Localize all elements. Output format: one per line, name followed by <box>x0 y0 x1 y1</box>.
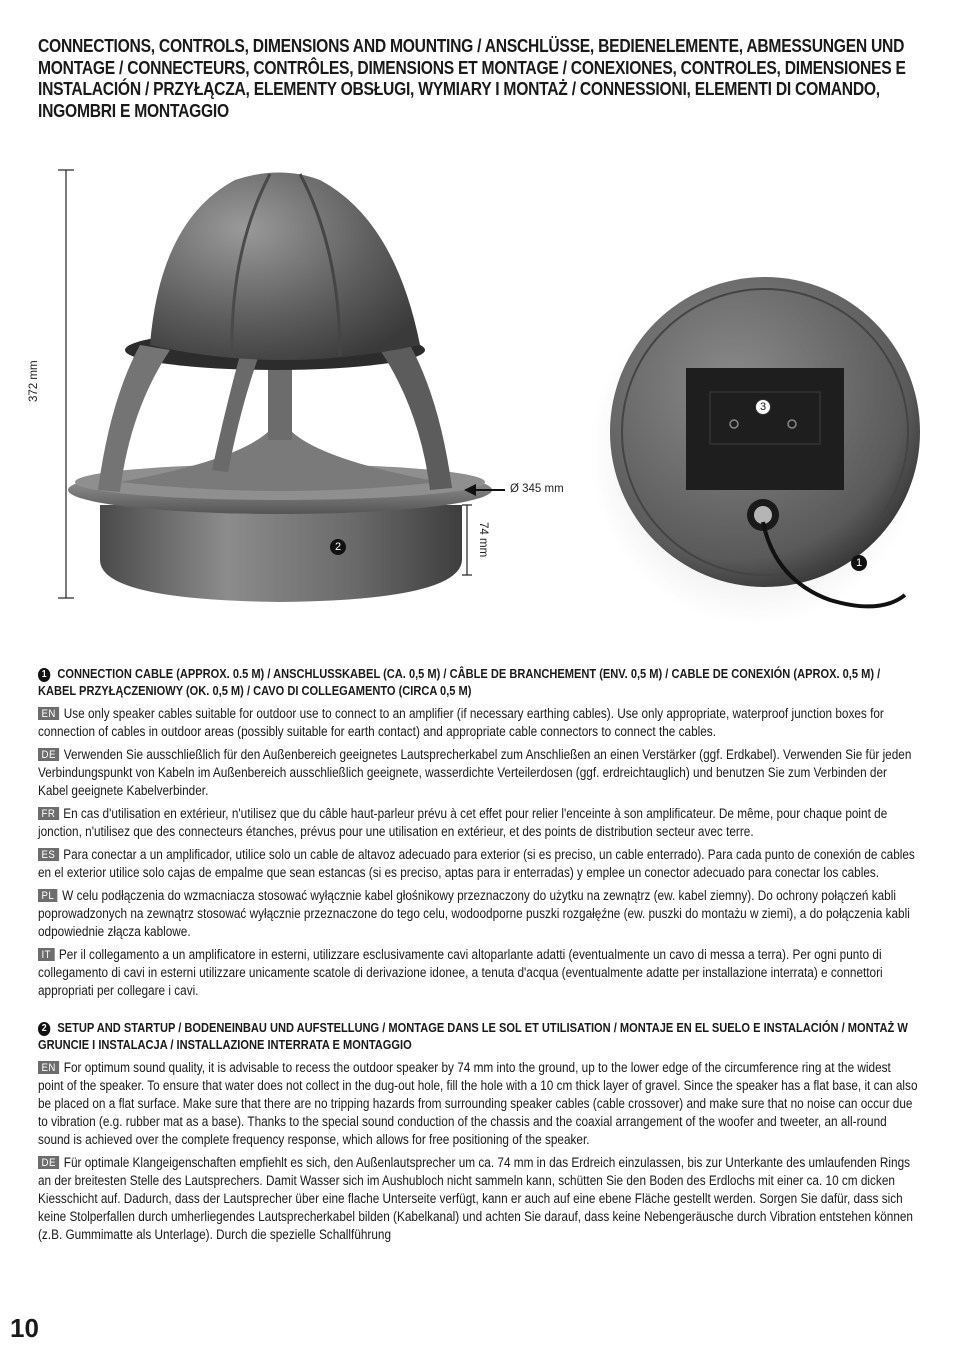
paragraph-en <box>38 705 918 741</box>
instructions <box>38 666 918 1264</box>
language-badge: PL <box>38 889 58 902</box>
section-heading <box>38 666 918 700</box>
marker-1: 1 <box>851 555 867 571</box>
paragraph-de <box>38 1154 918 1244</box>
language-badge: ES <box>38 848 59 861</box>
paragraph-text: En cas d'utilisation en extérieur, n'utilisez que du câble haut-parleur prévu à cet effet pour relier l'enceinte à son amplificateur. De même, pour chaque point de jonction, n'utilisez que des connecteurs étanches, prévus pour une utilisation en extérieur, et des points de distribution secteur avec terre. <box>38 806 888 839</box>
section-number-badge: 2 <box>38 1022 50 1036</box>
product-figure <box>0 160 954 640</box>
section-setup-startup <box>38 1020 918 1244</box>
page-title: CONNECTIONS, CONTROLS, DIMENSIONS AND MOUNTING / ANSCHLÜSSE, BEDIENELEMENTE, ABMESSUNGEN UND MONTAGE / CONNECTEURS, CONTRÔLES, DIMENSIONS ET MONTAGE / CONEXIONES, CONTROLES, DIMENSIONES E INSTALACIÓN / PRZYŁĄCZA, ELEMENTY OBSŁUGI, WYMIARY I MONTAŻ / CONNESSIONI, ELEMENTI DI COMANDO, INGOMBRI E MONTAGGIO <box>38 36 906 121</box>
paragraph-it <box>38 946 918 1000</box>
language-badge: IT <box>38 948 55 961</box>
section-heading <box>38 1020 918 1054</box>
paragraph-text: Use only speaker cables suitable for outdoor use to connect to an amplifier (if necessary earthing cables). Use only appropriate, waterproof junction boxes for connection of cables in outdoor areas (possibly suitable for earth contact) and appropriate cable connectors to connect the cables. <box>38 706 884 739</box>
paragraph-de <box>38 746 918 800</box>
paragraph-text: Per il collegamento a un amplificatore in esterni, utilizzare esclusivamente cavi altoparlante adatti (eventualmente un cavo di messa a terra). Per ogni punto di collegamento di cavi in esterni utilizzare unicamente scatole di derivazione idonee, a tenuta d'acqua (eventualmente adatte per installazione interrata) e connettori appropriati per collegare i cavi. <box>38 947 883 998</box>
section-connection-cable <box>38 666 918 1000</box>
paragraph-es <box>38 846 918 882</box>
paragraph-text: Verwenden Sie ausschließlich für den Außenbereich geeignetes Lautsprecherkabel zum Anschließen an einen Verstärker (ggf. Erdkabel). Verwenden Sie für jeden Verbindungspunkt von Kabeln im Außenbereich ausschließlich geeignete, wasserdichte Verteilerdosen (ggf. erdreichtauglich) und benutzen Sie zum Verbinden der Kabel geeignete Kabelverbinder. <box>38 747 912 798</box>
page-number: 10 <box>10 1313 39 1343</box>
section-number-badge: 1 <box>38 668 50 682</box>
language-badge: DE <box>38 748 59 761</box>
paragraph-text: Para conectar a un amplificador, utilice solo un cable de altavoz adecuado para exterior (si es preciso, un cable enterrado). Para cada punto de conexión de cables en el exterior utilice solo cajas de empalme que sean estancas (si es preciso, aptas para ir enterradas) y emplee un conector adecuado para conectar los cables. <box>38 847 915 880</box>
paragraph-fr <box>38 805 918 841</box>
height-dimension-label: 372 mm <box>28 360 40 402</box>
language-badge: DE <box>38 1156 59 1169</box>
section-heading-text: CONNECTION CABLE (APPROX. 0.5 M) / ANSCHLUSSKABEL (CA. 0,5 M) / CÂBLE DE BRANCHEMENT (ENV. 0,5 M) / CABLE DE CONEXIÓN (APROX. 0,5 M) / KABEL PRZYŁĄCZENIOWY (OK. 0,5 M) / CAVO DI COLLEGAMENTO (CIRCA 0,5 M) <box>38 667 881 698</box>
section-heading-text: SETUP AND STARTUP / BODENEINBAU UND AUFSTELLUNG / MONTAGE DANS LE SOL ET UTILISATION / MONTAJE EN EL SUELO E INSTALACIÓN / MONTAŻ W GRUNCIE I INSTALACJA / INSTALLAZIONE INTERRATA E MONTAGGIO <box>38 1021 908 1052</box>
paragraph-en <box>38 1059 918 1149</box>
marker-2: 2 <box>330 539 346 555</box>
speaker-illustration <box>0 160 954 640</box>
diameter-dimension-label: Ø 345 mm <box>510 483 564 495</box>
paragraph-text: For optimum sound quality, it is advisable to recess the outdoor speaker by 74 mm into the ground, up to the lower edge of the circumference ring at the widest point of the speaker. To ensure that water does not collect in the dug-out hole, fill the hole with a 10 cm thick layer of gravel. Since the speaker has a flat base, it can also be placed on a flat surface. Make sure that there are no tripping hazards from surrounding speaker cables (cable crossover) and make sure that no noise can occur due to vibration (e.g. rubber mat as a base). Thanks to the special sound conduction of the chassis and the coaxial arrangement of the woofer and tweeter, an all-round sound is achieved over the complete frequency response, which allows for free positioning of the speaker. <box>38 1060 918 1147</box>
paragraph-pl <box>38 887 918 941</box>
paragraph-text: Für optimale Klangeigenschaften empfiehlt es sich, den Außenlautsprecher um ca. 74 mm in das Erdreich einzulassen, bis zur Unterkante des umlaufenden Rings an der breitesten Stelle des Lautsprechers. Damit Wasser sich im Aushubloch nicht sammeln kann, schütten Sie den Boden des Erdlochs mit einer ca. 10 cm dicken Kiesschicht auf. Dadurch, dass der Lautsprecher über eine flache Unterseite verfügt, kann er auch auf eine ebene Fläche gestellt werden. Sorgen Sie dafür, dass sich keine Stolperfallen durch umherliegendes Lautsprecherkabel bilden (Kabelkanal) und achten Sie darauf, dass keine Nebengeräusche durch Vibration entstehen können (z.B. Gummimatte als Unterlage). Durch die spezielle Schallführung <box>38 1155 913 1242</box>
base-dimension-label: 74 mm <box>477 522 489 558</box>
language-badge: EN <box>38 1061 59 1074</box>
language-badge: EN <box>38 707 59 720</box>
language-badge: FR <box>38 807 59 820</box>
marker-3: 3 <box>755 399 771 415</box>
paragraph-text: W celu podłączenia do wzmacniacza stosować wyłącznie kabel głośnikowy przeznaczony do użytku na zewnątrz (ew. kabel ziemny). Do ochrony połączeń kabli poprowadzonych na zewnątrz stosować wyłącznie przeznaczone do tego celu, wodoodporne puszki rozgałęźne (ew. puszki do montażu w ziemi), a do połączenia kabli odpowiednie złącza kablowe. <box>38 888 910 939</box>
